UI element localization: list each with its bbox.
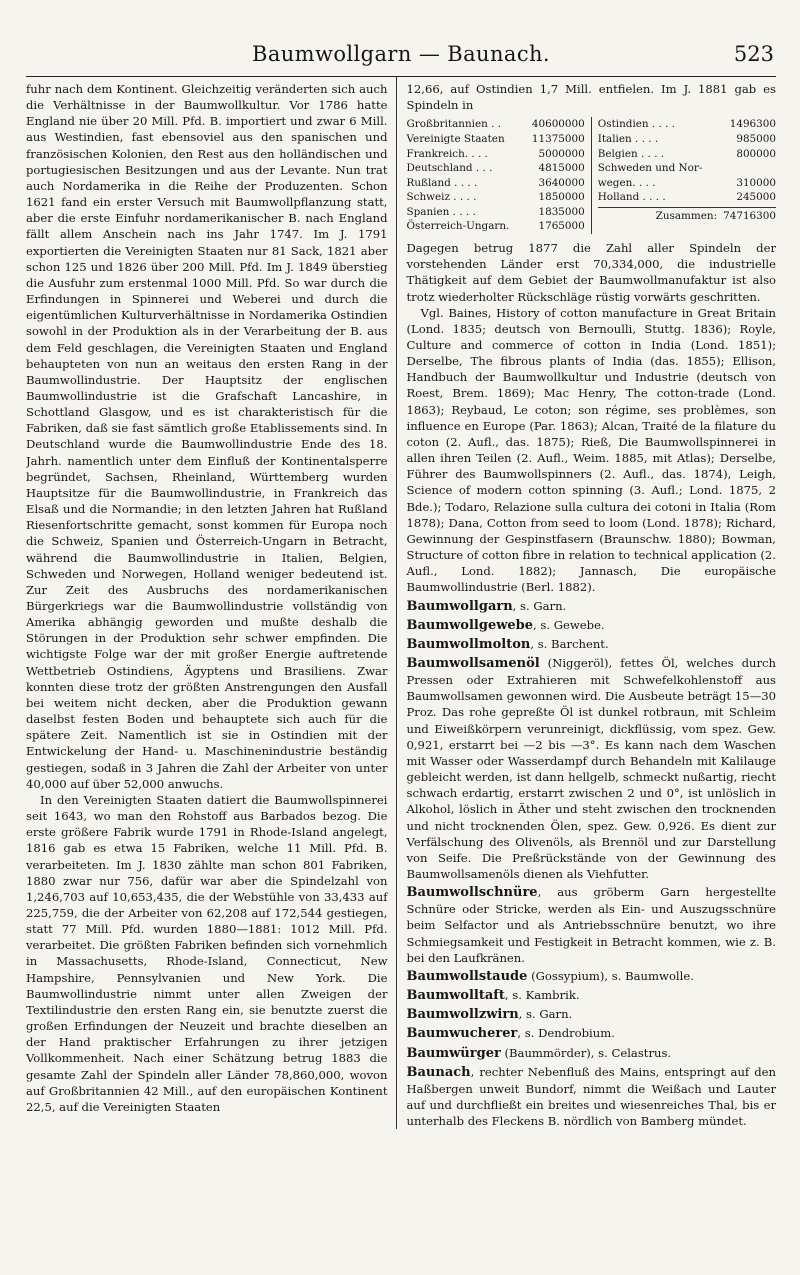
spindle-country: Belgien . . . .: [597, 147, 665, 160]
entry-text: (Gossypium), s. Baumwolle.: [527, 968, 694, 983]
spindle-count: 985000: [736, 132, 776, 145]
spindle-country: Frankreich. . . .: [406, 147, 488, 160]
spindle-count: 310000: [736, 176, 776, 189]
left-column: [26, 81, 396, 1129]
dictionary-entry: [407, 1006, 777, 1023]
entry-text: , s. Gewebe.: [533, 617, 605, 632]
page-number: 523: [733, 42, 774, 66]
page-title: Baumwollgarn — Baunach.: [251, 42, 550, 66]
spindle-country: Ostindien . . . .: [597, 118, 676, 131]
entry-headword: Baumwollmolton: [406, 636, 531, 652]
entry-text: , aus gröberm Garn hergestellte Schnüre oder Stricke, werden als Ein- und Auszugsschnüre beim Selfactor und als Antriebsschnüre benutzt, wo ihre Schmiegsamkeit und Festigkeit in Betracht kommen, wie z. B. bei den Laufkränen.: [406, 885, 776, 965]
dictionary-entry: [407, 636, 777, 653]
left-paragraph-1: fuhr nach dem Kontinent. Gleichzeitig veränderten sich auch die Verhältnisse in der Baumwollkultur. Vor 1786 hatte England nie über 20 Mill. Pfd. B. importiert und zwar 6 Mill. aus Westindien, fast ebensoviel aus den spanischen und französischen Kolonien, den Rest aus den holländischen und portugiesischen Besitzungen und aus der Levante. Nun trat auch Nordamerika in die Reihe der Produzenten. Schon 1621 fand ein erster Versuch mit Baumwollpflanzung statt, aber die erste Einfuhr nordamerikanischer B. nach England fällt allem Anschein nach ins Jahr 1747. Im J. 1791 exportierten die Vereinigten Staaten nur 81 Sack, 1821 aber schon 125 und 1826 über 200 Mill. Pfd. Im J. 1849 überstieg die Ausfuhr zum erstenmal 1000 Mill. Pfd. So war durch die Erfindungen in Spinnerei und Weberei und durch die eigentümlichen Kulturverhältnisse in Nordamerika Ostindien sowohl in der Produktion als in der Verarbeitung der B. aus dem Feld geschlagen, die Vereinigten Staaten und England behaupteten von nun an weitaus den ersten Rang in der Baumwollindustrie. Der Hauptsitz der englischen Baumwollindustrie ist die Grafschaft Lancashire, in Schottland Glasgow, und es ist charakteristisch für die Fabriken, daß sie fast sämtlich große Etablissements sind. In Deutschland wurde die Baumwollindustrie Ende des 18. Jahrh. namentlich unter dem Einfluß der Kontinentalsperre begründet, Sachsen, Rheinland, Württemberg wurden Hauptsitze für die Baumwollindustrie, in Frankreich das Elsaß und die Normandie; in den letzten Jahren hat Rußland Riesenfortschritte gemacht, sonst kommen für Europa noch die Schweiz, Spanien und Österreich-Ungarn in Betracht, während die Baumwollindustrie in Italien, Belgien, Schweden und Norwegen, Holland weniger bedeutend ist. Zur Zeit des Ausbruchs des nordamerikanischen Bürgerkriegs war die Baumwollindustrie vollständig von Amerika abhängig geworden und mußte deshalb die Störungen in der Produktion sehr schwer empfinden. Die wichtigste Folge war der mit großer Energie auftretende Wettbetrieb Ostindiens, Ägyptens und Brasiliens. Zwar konnten diese trotz der größten Anstrengungen den Ausfall bei weitem nicht decken, aber die Produktion gewann daselbst festen Boden und behauptete sich auch für die spätere Zeit. Namentlich ist sie in Ostindien mit der Entwickelung der Hand- u. Maschinenindustrie beständig gestiegen, sodaß in 3 Jahren die Zahl der Arbeiter von unter 40,000 auf über 52,000 anwuchs.: [26, 82, 388, 791]
spindle-country: Rußland . . . .: [406, 176, 478, 189]
spindle-count: 1765000: [538, 220, 585, 233]
entry-text: , s. Kambrik.: [504, 988, 580, 1003]
spindle-table-left: [407, 117, 592, 234]
entry-headword: Baumwolltaft: [406, 988, 505, 1004]
literature-paragraph: Vgl. Baines, History of cotton manufacture in Great Britain (Lond. 1835; deutsch von Bernoulli, Stuttg. 1836); Royle, Culture and commerce of cotton in India (Lond. 1851); Derselbe, The fibrous plants of India (das. 1855); Ellison, Handbuch der Baumwollkultur und Industrie (deutsch von Roest, Brem. 1869); Mac Henry, The cotton-trade (Lond. 1863); Reybaud, Le coton; son régime, ses problèmes, son influence en Europe (Par. 1863); Alcan, Traité de la filature du coton (2. Aufl., das. 1875); Rieß, Die Baumwollspinnerei in allen ihren Teilen (2. Aufl., Weim. 1885, mit Atlas); Derselbe, Führer des Baumwollspinners (2. Aufl., das. 1874), Leigh, Science of modern cotton spinning (3. Aufl.; Lond. 1875, 2 Bde.); Todaro, Relazione sulla cultura dei cotoni in Italia (Rom 1878); Dana, Cotton from seed to loom (Lond. 1878); Richard, Gewinnung der Gespinstfasern (Braunschw. 1880); Bowman, Structure of cotton fibre in relation to technical application (2. Aufl., Lond. 1882); Jannasch, Die europäische Baumwollindustrie (Berl. 1882).: [406, 305, 776, 595]
spindle-count: 1496300: [729, 118, 776, 131]
spindle-total-value: 74716300: [723, 209, 776, 222]
running-header: [26, 36, 776, 77]
dictionary-entries: [407, 598, 777, 1130]
spindle-row: [407, 205, 585, 220]
entry-headword: Baunach: [406, 1064, 471, 1080]
spindle-row: [598, 190, 776, 205]
right-paragraph-after-table: Dagegen betrug 1877 die Zahl aller Spindeln der vorstehenden Länder erst 70,334,000, die industrielle Thätigkeit auf dem Gebiet der Baumwollmanufaktur ist also trotz wiederholter Rückschläge rüstig vorwärts geschritten.: [406, 241, 776, 304]
spindle-count: 800000: [736, 147, 776, 160]
spindle-table: [407, 117, 777, 234]
dictionary-entry: [407, 617, 777, 634]
dictionary-entry: [407, 968, 777, 985]
dictionary-entry: [407, 1064, 777, 1130]
dictionary-entry: [407, 598, 777, 615]
spindle-row: [598, 176, 776, 191]
spindle-country: Schweiz . . . .: [406, 191, 477, 204]
dictionary-entry: [407, 884, 777, 966]
entry-text: , s. Dendrobium.: [517, 1026, 615, 1041]
entry-headword: Baumwollstaude: [406, 968, 528, 984]
spindle-country: Österreich-Ungarn.: [406, 220, 510, 233]
dictionary-entry: [407, 987, 777, 1004]
spindle-country: Schweden und Nor-: [597, 162, 703, 175]
spindle-count: 1850000: [538, 191, 585, 204]
spindle-row: [407, 132, 585, 147]
right-intro: 12,66, auf Ostindien 1,7 Mill. entfielen. Im J. 1881 gab es Spindeln in: [406, 82, 776, 113]
entry-text: (Niggeröl), fettes Öl, welches durch Pressen oder Extrahieren mit Schwefelkohlenstoff aus Baumwollsamen gewonnen wird. Die Ausbeute beträgt 15—30 Proz. Das rohe gepreßte Öl ist dunkel rotbraun, mit Schleim und Eiweißkörpern verunreinigt, dickflüssig, vom spez. Gew. 0,921, erstarrt bei —2 bis —3°. Es kann nach dem Waschen mit Wasser oder Wasserdampf durch Behandeln mit Kalilauge gebleicht werden, ist dann hellgelb, schmeckt nußartig, riecht schwach erdartig, erstarrt zwischen 2 und 0°, ist unlöslich in Alkohol, löslich in Äther und steht zwischen den trocknenden und nicht trocknenden Ölen, spez. Gew. 0,926. Es dient zur Verfälschung des Olivenöls, als Brennöl und zur Darstellung von Seife. Die Preßrückstände von der Gewinnung des Baumwollsamenöls dienen als Viehfutter.: [406, 655, 776, 881]
spindle-country: Holland . . . .: [597, 191, 666, 204]
entry-text: , rechter Nebenfluß des Mains, entspringt auf den Haßbergen unweit Bundorf, nimmt die Weißach und Lauter auf und durchfließt ein breites und wiesenreiches Thal, bis er unterhalb des Fleckens B. nördlich von Bamberg mündet.: [406, 1064, 776, 1129]
spindle-count: 3640000: [538, 176, 585, 189]
dictionary-entry: [407, 655, 777, 882]
spindle-country: Großbritannien . .: [406, 118, 502, 131]
spindle-total: [598, 207, 776, 224]
spindle-total-label: Zusammen:: [655, 209, 718, 222]
entry-headword: Baumwucherer: [406, 1026, 518, 1042]
dictionary-entry: [407, 1045, 777, 1062]
spindle-row: [598, 161, 776, 176]
spindle-row: [407, 147, 585, 162]
entry-text: , s. Garn.: [518, 1007, 573, 1022]
spindle-table-right: [592, 117, 776, 234]
entry-text: , s. Garn.: [512, 598, 567, 613]
spindle-row: [407, 219, 585, 234]
spindle-country: Italien . . . .: [597, 132, 659, 145]
entry-headword: Baumwollgarn: [406, 598, 513, 614]
spindle-count: 245000: [736, 191, 776, 204]
spindle-country: Deutschland . . .: [406, 162, 493, 175]
dictionary-entry: [407, 1025, 777, 1042]
spindle-row: [407, 176, 585, 191]
spindle-row: [407, 190, 585, 205]
spindle-country: Vereinigte Staaten: [406, 132, 505, 145]
right-column: [397, 81, 777, 1129]
spindle-country: Spanien . . . .: [406, 205, 476, 218]
spindle-count: 1835000: [538, 205, 585, 218]
spindle-row: [598, 132, 776, 147]
spindle-row: [598, 147, 776, 162]
spindle-count: 5000000: [538, 147, 585, 160]
entry-headword: Baumwollzwirn: [406, 1007, 519, 1023]
spindle-country: wegen. . . .: [597, 176, 656, 189]
spindle-count: 11375000: [531, 132, 585, 145]
spindle-row: [598, 117, 776, 132]
spindle-row: [407, 117, 585, 132]
entry-headword: Baumwollsamenöl: [406, 655, 540, 671]
entry-headword: Baumwollgewebe: [406, 617, 534, 633]
entry-headword: Baumwollschnüre: [406, 885, 538, 901]
entry-text: (Baummörder), s. Celastrus.: [500, 1045, 672, 1060]
entry-headword: Baumwürger: [406, 1045, 501, 1061]
spindle-row: [407, 161, 585, 176]
entry-text: , s. Barchent.: [530, 636, 609, 651]
text-columns: [26, 81, 776, 1129]
spindle-count: 4815000: [538, 162, 585, 175]
left-paragraph-2: In den Vereinigten Staaten datiert die Baumwollspinnerei seit 1643, wo man den Rohstoff aus Barbados bezog. Die erste größere Fabrik wurde 1791 in Rhode-Island angelegt, 1816 gab es etwa 15 Fabriken, welche 11 Mill. Pfd. B. verarbeiteten. Im J. 1830 zählte man schon 801 Fabriken, 1880 zwar nur 756, dafür war aber die Spindelzahl von 1,246,703 auf 10,653,435, die der Webstühle von 33,433 auf 225,759, die der Arbeiter von 62,208 auf 172,544 gestiegen, statt 77 Mill. Pfd. wurden 1880—1881: 1012 Mill. Pfd. verarbeitet. Die größten Fabriken befinden sich vornehmlich in Massachusetts, Rhode-Island, Connecticut, New Hampshire, Pennsylvanien und New York. Die Baumwollindustrie nimmt unter allen Zweigen der Textilindustrie den ersten Rang ein, sie benutzte zuerst die großen Erfindungen der Neuzeit und brachte dieselben an der Hand praktischer Erfahrungen zu ihrer jetzigen Vollkommenheit. Nach einer Schätzung betrug 1883 die gesamte Zahl der Spindeln aller Länder 78,860,000, wovon auf Großbritannien 42 Mill., auf den europäischen Kontinent 22,5, auf die Vereinigten Staaten: [26, 792, 388, 1114]
spindle-count: 40600000: [531, 118, 585, 131]
